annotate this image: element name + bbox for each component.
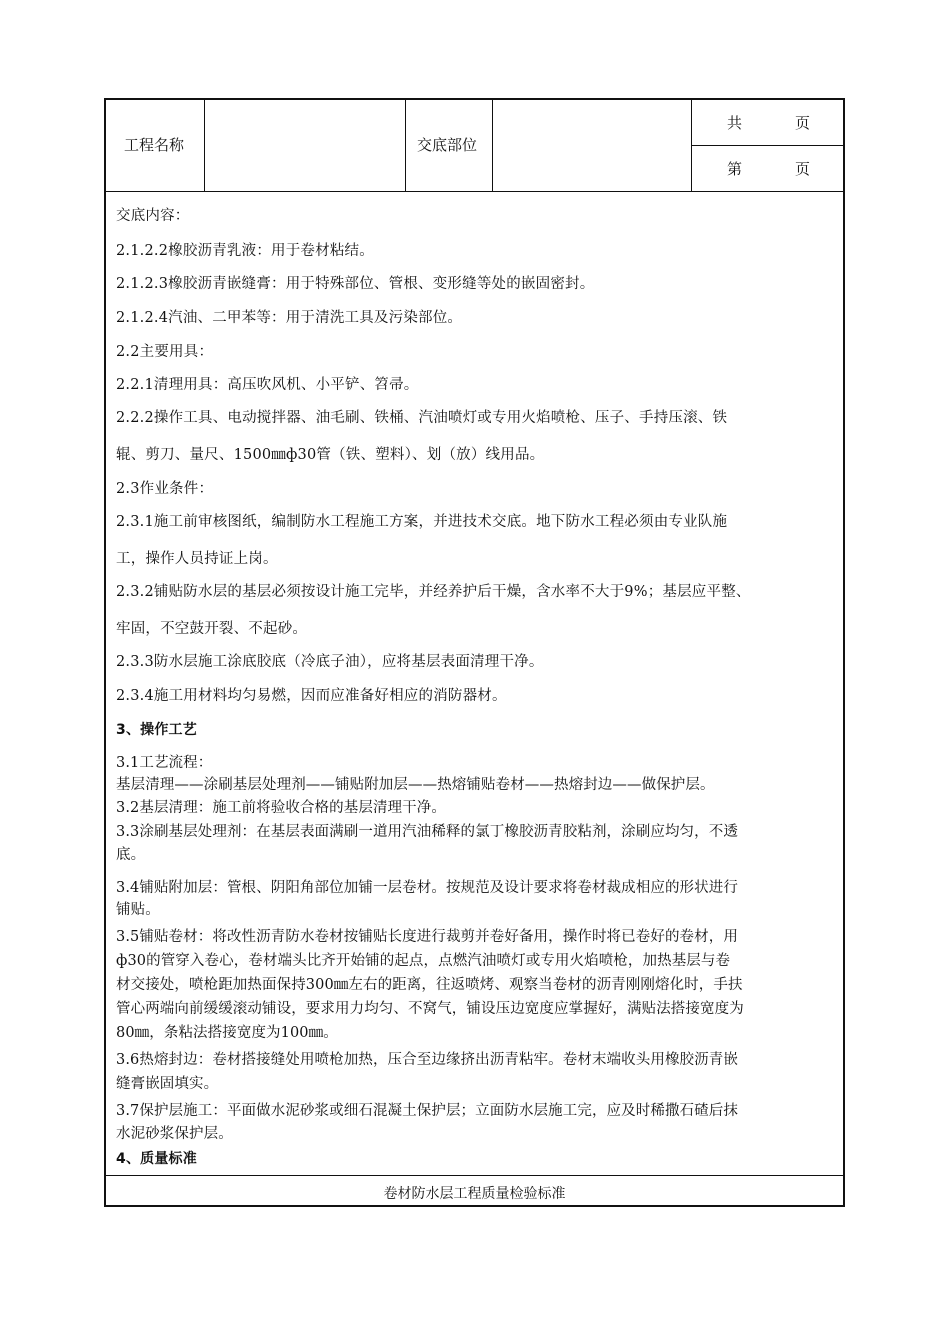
content-line: 2.1.2.4汽油、二甲苯等：用于清洗工具及污染部位。 xyxy=(116,310,463,326)
content-line: 2.3.4施工用材料均匀易燃，因而应准备好相应的消防器材。 xyxy=(116,688,507,704)
section3-line: 3.2基层清理：施工前将验收合格的基层清理干净。 xyxy=(116,800,446,816)
section3-line: 3.4铺贴附加层：管根、阴阳角部位加铺一层卷材。按规范及设计要求将卷材裁成相应的形状进行 xyxy=(116,880,738,896)
table-title: 卷材防水层工程质量检验标准 xyxy=(383,1186,566,1202)
project-name-label: 工程名称 xyxy=(124,136,185,154)
content-line: 工，操作人员持证上岗。 xyxy=(116,551,278,567)
content-line: 2.3作业条件： xyxy=(116,481,214,497)
total-pages-label-a: 共 xyxy=(727,114,743,132)
section4-title: 4、质量标准 xyxy=(116,1151,197,1167)
content-line: 2.3.3防水层施工涂底胶底（冷底子油），应将基层表面清理干净。 xyxy=(116,654,544,670)
total-pages-label-b: 页 xyxy=(795,114,811,132)
location-label: 交底部位 xyxy=(417,136,478,154)
section3-line: 基层清理——涂刷基层处理剂——铺贴附加层——热熔铺贴卷材——热熔封边——做保护层。 xyxy=(116,777,715,793)
section3-line: 铺贴。 xyxy=(116,902,160,918)
content-line: 2.1.2.3橡胶沥青嵌缝膏：用于特殊部位、管根、变形缝等处的嵌固密封。 xyxy=(116,276,595,292)
content-line: 2.2.2操作工具、电动搅拌器、油毛刷、铁桶、汽油喷灯或专用火焰喷枪、压子、手持压滚、铁 xyxy=(116,410,728,426)
content-line: 2.3.2铺贴防水层的基层必须按设计施工完毕，并经养护后干燥，含水率不大于9%；基层应平整、 xyxy=(116,584,751,600)
section3-line: 3.7保护层施工：平面做水泥砂浆或细石混凝土保护层；立面防水层施工完，应及时稀撒石碴后抹 xyxy=(116,1103,738,1119)
section3-line: 80㎜，条粘法搭接宽度为100㎜。 xyxy=(116,1025,338,1041)
section3-line: 3.1工艺流程： xyxy=(116,755,213,771)
content-line: 2.2主要用具： xyxy=(116,344,214,360)
section3-title: 3、操作工艺 xyxy=(116,722,197,738)
table-title-top-line xyxy=(105,1175,845,1176)
header-page-split-line xyxy=(691,145,845,146)
content-line: 2.2.1清理用具：高压吹风机、小平铲、笤帚。 xyxy=(116,377,419,393)
header-divider-1 xyxy=(204,99,205,191)
section3-line: 3.6热熔封边：卷材搭接缝处用喷枪加热，压合至边缘挤出沥青粘牢。卷材末端收头用橡胶沥青嵌 xyxy=(116,1052,738,1068)
content-line: 2.1.2.2橡胶沥青乳液：用于卷材粘结。 xyxy=(116,243,374,259)
content-line: 辊、剪刀、量尺、1500㎜ф30管（铁、塑料）、划（放）线用品。 xyxy=(116,447,545,463)
location-value[interactable] xyxy=(502,135,682,155)
section3-line: 3.5铺贴卷材：将改性沥青防水卷材按铺贴长度进行裁剪并卷好备用，操作时将已卷好的卷材，用 xyxy=(116,929,738,945)
section3-line: 底。 xyxy=(116,847,146,863)
section3-line: ф30的管穿入卷心，卷材端头比齐开始铺的起点，点燃汽油喷灯或专用火焰喷枪，加热基层与卷 xyxy=(116,953,731,969)
section3-line: 3.3涂刷基层处理剂：在基层表面满刷一道用汽油稀释的氯丁橡胶沥青胶粘剂，涂刷应均匀，不透 xyxy=(116,824,738,840)
project-name-value[interactable] xyxy=(214,135,394,155)
content-line: 2.3.1施工前审核图纸，编制防水工程施工方案，并进技术交底。地下防水工程必须由专业队施 xyxy=(116,514,728,530)
page-no-label-a: 第 xyxy=(727,160,743,178)
section3-line: 水泥砂浆保护层。 xyxy=(116,1126,233,1142)
page-no-label-b: 页 xyxy=(795,160,811,178)
section3-line: 材交接处，喷枪距加热面保持300㎜左右的距离，往返喷烤、观察当卷材的沥青刚刚熔化时，手扶 xyxy=(116,977,743,993)
content-line: 牢固，不空鼓开裂、不起砂。 xyxy=(116,621,308,637)
header-divider-3 xyxy=(492,99,493,191)
header-divider-2 xyxy=(405,99,406,191)
header-bottom-line xyxy=(105,191,845,192)
section3-line: 缝膏嵌固填实。 xyxy=(116,1076,219,1092)
section3-line: 管心两端向前缓缓滚动铺设，要求用力均匀、不窝气，铺设压边宽度应掌握好，满贴法搭接宽度为 xyxy=(116,1001,744,1017)
content-intro: 交底内容： xyxy=(116,208,190,224)
